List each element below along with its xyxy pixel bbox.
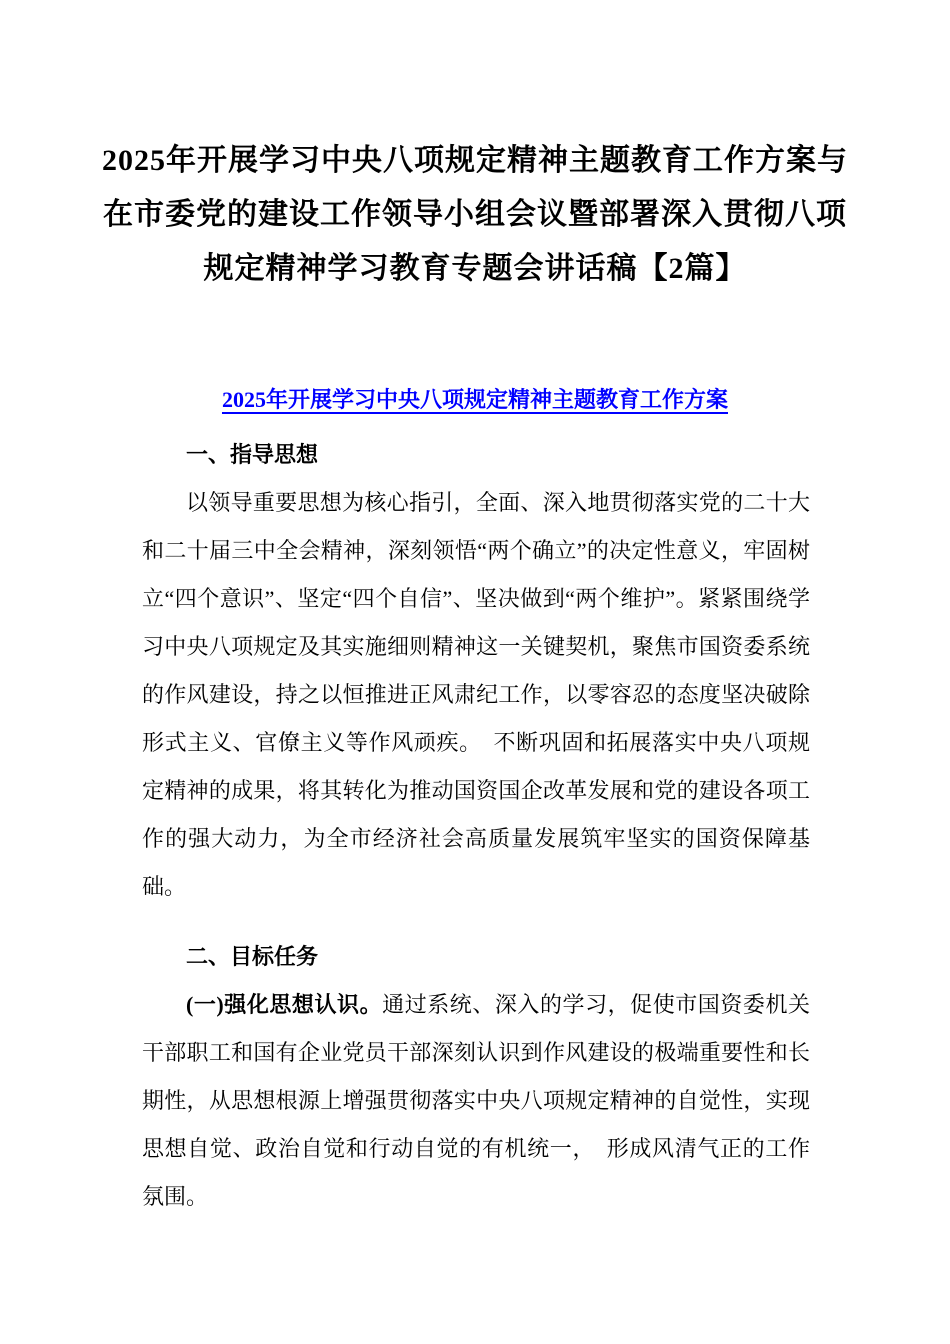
document-hyperlink[interactable]: 2025年开展学习中央八项规定精神主题教育工作方案 [221,387,728,412]
list-item-lead: (一)强化思想认识。 [186,992,383,1017]
document-body [142,431,810,1221]
list-item-text: 通过系统、深入的学习，促使市国资委机关干部职工和国有企业党员干部深刻认识到作风建设的极端重要性和长期性，从思想根源上增强贯彻落实中央八项规定精神的自觉性，实现思想自觉、政治自觉和行动自觉的有机统一， 形成风清气正的工作氛围。 [142,992,810,1209]
document-title: 2025年开展学习中央八项规定精神主题教育工作方案与在市委党的建设工作领导小组会议暨部署深入贯彻八项规定精神学习教育专题会讲话稿【2篇】 [102,144,848,285]
section-heading-guiding-ideology: 一、指导思想 [186,442,319,467]
paragraph-guiding-ideology: 以领导重要思想为核心指引，全面、深入地贯彻落实党的二十大和二十届三中全会精神，深刻领悟“两个确立”的决定性意义，牢固树立“四个意识”、坚定“四个自信”、坚决做到“两个维护”。紧紧围绕学习中央八项规定及其实施细则精神这一关键契机，聚焦市国资委系统的作风建设，持之以恒推进正风肃纪工作，以零容忍的态度坚决破除形式主义、官僚主义等作风顽疾。 不断巩固和拓展落实中央八项规定精神的成果，将其转化为推动国资国企改革发展和党的建设各项工作的强大动力，为全市经济社会高质量发展筑牢坚实的国资保障基础。 [142,490,810,899]
section-heading-goals-tasks: 二、目标任务 [186,944,319,969]
hyperlink-line [142,376,808,427]
paragraph-strengthen-awareness [142,981,810,1221]
